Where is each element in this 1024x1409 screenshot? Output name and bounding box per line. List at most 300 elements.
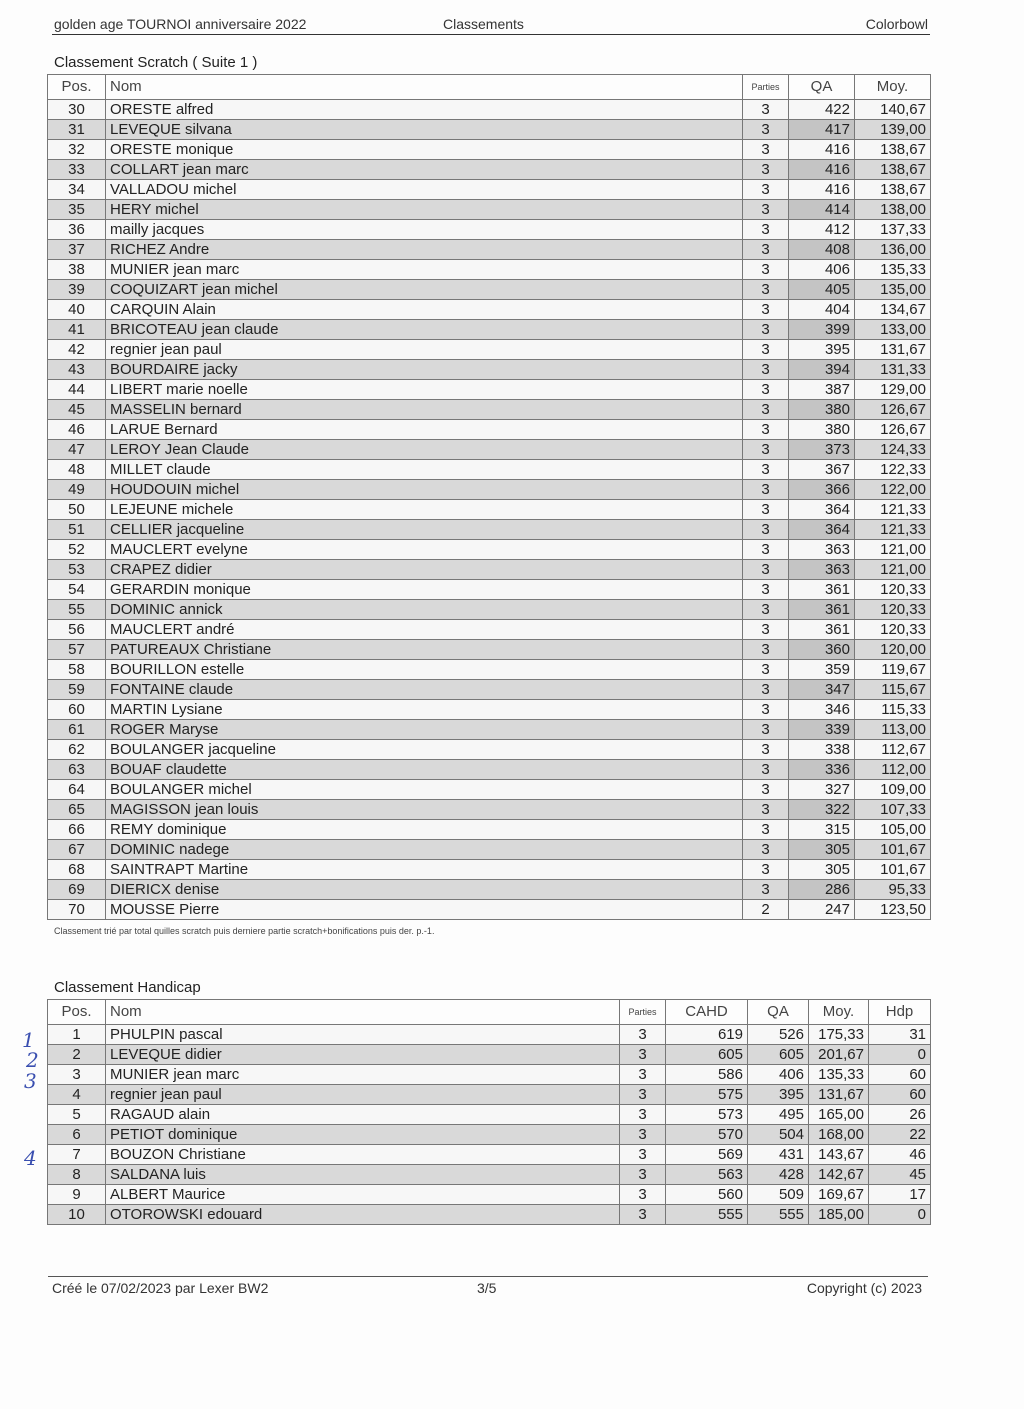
cell-parties: 3: [743, 120, 789, 140]
table-row: [48, 700, 931, 720]
cell-moy: 138,67: [855, 160, 931, 180]
cell-moy: 126,67: [855, 400, 931, 420]
table-row: [48, 1085, 931, 1105]
cell-parties: 3: [743, 740, 789, 760]
cell-name: PETIOT dominique: [106, 1125, 620, 1145]
cell-parties: 3: [620, 1085, 666, 1105]
handwritten-note-2: 2: [26, 1048, 39, 1072]
cell-name: LEJEUNE michele: [106, 500, 743, 520]
cell-moy: 135,33: [809, 1065, 869, 1085]
cell-name: ALBERT Maurice: [106, 1185, 620, 1205]
cell-name: DOMINIC annick: [106, 600, 743, 620]
cell-qa: 387: [789, 380, 855, 400]
cell-pos: 54: [48, 580, 106, 600]
cell-qa: 380: [789, 420, 855, 440]
table-row: [48, 340, 931, 360]
cell-name: FONTAINE claude: [106, 680, 743, 700]
table-row: [48, 140, 931, 160]
cell-parties: 3: [620, 1125, 666, 1145]
cell-moy: 165,00: [809, 1105, 869, 1125]
cell-parties: 3: [743, 880, 789, 900]
col-header-name: Nom: [106, 75, 743, 100]
cell-pos: 41: [48, 320, 106, 340]
cell-name: COQUIZART jean michel: [106, 280, 743, 300]
cell-name: MAGISSON jean louis: [106, 800, 743, 820]
cell-name: OTOROWSKI edouard: [106, 1205, 620, 1225]
cell-parties: 3: [743, 460, 789, 480]
handicap-header-row: [48, 1000, 931, 1025]
cell-moy: 139,00: [855, 120, 931, 140]
cell-qa: 416: [789, 180, 855, 200]
cell-parties: 3: [743, 100, 789, 120]
cell-cahd: 560: [666, 1185, 748, 1205]
table-row: [48, 1165, 931, 1185]
cell-pos: 49: [48, 480, 106, 500]
cell-qa: 408: [789, 240, 855, 260]
cell-moy: 131,67: [855, 340, 931, 360]
table-row: [48, 640, 931, 660]
table-row: [48, 480, 931, 500]
cell-moy: 140,67: [855, 100, 931, 120]
cell-name: BOUAF claudette: [106, 760, 743, 780]
cell-moy: 105,00: [855, 820, 931, 840]
cell-parties: 3: [620, 1205, 666, 1225]
table-row: [48, 560, 931, 580]
cell-parties: 3: [743, 500, 789, 520]
cell-name: CELLIER jacqueline: [106, 520, 743, 540]
cell-parties: 3: [743, 140, 789, 160]
table-row: [48, 740, 931, 760]
cell-name: LEROY Jean Claude: [106, 440, 743, 460]
cell-parties: 3: [743, 220, 789, 240]
cell-parties: 3: [743, 860, 789, 880]
cell-qa: 495: [748, 1105, 809, 1125]
scratch-header-row: [48, 75, 931, 100]
table-row: [48, 260, 931, 280]
cell-qa: 366: [789, 480, 855, 500]
table-row: [48, 160, 931, 180]
col-header-qa: QA: [789, 75, 855, 100]
cell-moy: 121,33: [855, 500, 931, 520]
cell-moy: 135,00: [855, 280, 931, 300]
table-row: [48, 1045, 931, 1065]
cell-pos: 58: [48, 660, 106, 680]
page-header: [52, 14, 930, 35]
col-header-moy: Moy.: [809, 1000, 869, 1025]
cell-pos: 39: [48, 280, 106, 300]
table-row: [48, 1205, 931, 1225]
cell-hdp: 26: [869, 1105, 931, 1125]
table-row: [48, 440, 931, 460]
cell-moy: 101,67: [855, 840, 931, 860]
cell-parties: 3: [743, 700, 789, 720]
cell-pos: 63: [48, 760, 106, 780]
cell-parties: 3: [743, 580, 789, 600]
cell-hdp: 31: [869, 1025, 931, 1045]
cell-pos: 2: [48, 1045, 106, 1065]
table-row: [48, 120, 931, 140]
cell-moy: 120,00: [855, 640, 931, 660]
cell-qa: 428: [748, 1165, 809, 1185]
cell-qa: 373: [789, 440, 855, 460]
cell-pos: 68: [48, 860, 106, 880]
cell-moy: 185,00: [809, 1205, 869, 1225]
cell-name: HERY michel: [106, 200, 743, 220]
table-row: [48, 1105, 931, 1125]
cell-moy: 124,33: [855, 440, 931, 460]
cell-moy: 95,33: [855, 880, 931, 900]
cell-parties: 3: [743, 520, 789, 540]
col-header-qa: QA: [748, 1000, 809, 1025]
table-row: [48, 1065, 931, 1085]
cell-name: LEVEQUE silvana: [106, 120, 743, 140]
scratch-footnote: Classement trié par total quilles scratch puis derniere partie scratch+bonifications puis der. p.-1.: [54, 926, 435, 936]
cell-name: BOULANGER jacqueline: [106, 740, 743, 760]
table-row: [48, 680, 931, 700]
cell-qa: 394: [789, 360, 855, 380]
table-row: [48, 420, 931, 440]
creation-info: Créé le 07/02/2023 par Lexer BW2: [52, 1280, 269, 1296]
cell-pos: 8: [48, 1165, 106, 1185]
cell-name: HOUDOUIN michel: [106, 480, 743, 500]
cell-name: SAINTRAPT Martine: [106, 860, 743, 880]
col-header-hdp: Hdp: [869, 1000, 931, 1025]
cell-name: BOURDAIRE jacky: [106, 360, 743, 380]
cell-parties: 3: [743, 640, 789, 660]
cell-moy: 169,67: [809, 1185, 869, 1205]
cell-qa: 504: [748, 1125, 809, 1145]
cell-name: LIBERT marie noelle: [106, 380, 743, 400]
cell-pos: 48: [48, 460, 106, 480]
cell-pos: 55: [48, 600, 106, 620]
cell-name: MAUCLERT andré: [106, 620, 743, 640]
cell-qa: 399: [789, 320, 855, 340]
cell-parties: 3: [743, 240, 789, 260]
cell-name: BOUZON Christiane: [106, 1145, 620, 1165]
cell-qa: 361: [789, 600, 855, 620]
cell-pos: 38: [48, 260, 106, 280]
cell-qa: 305: [789, 860, 855, 880]
cell-pos: 33: [48, 160, 106, 180]
cell-name: BOULANGER michel: [106, 780, 743, 800]
cell-pos: 61: [48, 720, 106, 740]
cell-parties: 3: [743, 600, 789, 620]
cell-name: VALLADOU michel: [106, 180, 743, 200]
table-row: [48, 860, 931, 880]
copyright: Copyright (c) 2023: [806, 1280, 922, 1296]
table-row: [48, 1025, 931, 1045]
handicap-section-title: Classement Handicap: [54, 979, 201, 996]
cell-name: ORESTE alfred: [106, 100, 743, 120]
cell-pos: 65: [48, 800, 106, 820]
cell-qa: 315: [789, 820, 855, 840]
table-row: [48, 600, 931, 620]
cell-moy: 135,33: [855, 260, 931, 280]
header-venue: Colorbowl: [865, 16, 928, 32]
cell-qa: 322: [789, 800, 855, 820]
cell-moy: 129,00: [855, 380, 931, 400]
table-row: [48, 780, 931, 800]
cell-parties: 3: [743, 440, 789, 460]
cell-pos: 60: [48, 700, 106, 720]
cell-moy: 201,67: [809, 1045, 869, 1065]
cell-parties: 3: [743, 160, 789, 180]
cell-cahd: 563: [666, 1165, 748, 1185]
cell-moy: 138,67: [855, 180, 931, 200]
cell-parties: 3: [743, 260, 789, 280]
cell-hdp: 17: [869, 1185, 931, 1205]
table-row: [48, 320, 931, 340]
cell-moy: 175,33: [809, 1025, 869, 1045]
cell-parties: 3: [743, 340, 789, 360]
cell-pos: 52: [48, 540, 106, 560]
col-header-name: Nom: [106, 1000, 620, 1025]
cell-qa: 363: [789, 560, 855, 580]
cell-hdp: 45: [869, 1165, 931, 1185]
cell-cahd: 619: [666, 1025, 748, 1045]
table-row: [48, 360, 931, 380]
cell-name: COLLART jean marc: [106, 160, 743, 180]
cell-pos: 50: [48, 500, 106, 520]
cell-moy: 136,00: [855, 240, 931, 260]
cell-moy: 134,67: [855, 300, 931, 320]
cell-name: CRAPEZ didier: [106, 560, 743, 580]
cell-name: BRICOTEAU jean claude: [106, 320, 743, 340]
cell-pos: 59: [48, 680, 106, 700]
cell-moy: 120,33: [855, 580, 931, 600]
cell-pos: 66: [48, 820, 106, 840]
cell-cahd: 575: [666, 1085, 748, 1105]
cell-parties: 3: [743, 180, 789, 200]
cell-parties: 3: [743, 280, 789, 300]
cell-name: ROGER Maryse: [106, 720, 743, 740]
scratch-ranking-table: [47, 74, 931, 920]
cell-cahd: 573: [666, 1105, 748, 1125]
cell-parties: 3: [620, 1145, 666, 1165]
cell-pos: 30: [48, 100, 106, 120]
cell-pos: 56: [48, 620, 106, 640]
cell-qa: 364: [789, 520, 855, 540]
table-row: [48, 1145, 931, 1165]
cell-pos: 67: [48, 840, 106, 860]
cell-moy: 121,33: [855, 520, 931, 540]
cell-moy: 109,00: [855, 780, 931, 800]
cell-hdp: 0: [869, 1045, 931, 1065]
cell-name: RAGAUD alain: [106, 1105, 620, 1125]
cell-qa: 605: [748, 1045, 809, 1065]
cell-pos: 43: [48, 360, 106, 380]
cell-pos: 51: [48, 520, 106, 540]
cell-pos: 45: [48, 400, 106, 420]
cell-pos: 44: [48, 380, 106, 400]
cell-pos: 62: [48, 740, 106, 760]
cell-name: MASSELIN bernard: [106, 400, 743, 420]
table-row: [48, 580, 931, 600]
cell-parties: 2: [743, 900, 789, 920]
handwritten-note-4: 4: [24, 1146, 37, 1170]
handicap-ranking-table: [47, 999, 931, 1225]
cell-qa: 380: [789, 400, 855, 420]
cell-name: mailly jacques: [106, 220, 743, 240]
cell-name: MILLET claude: [106, 460, 743, 480]
col-header-cahd: CAHD: [666, 1000, 748, 1025]
cell-hdp: 46: [869, 1145, 931, 1165]
cell-parties: 3: [743, 540, 789, 560]
table-row: [48, 240, 931, 260]
table-row: [48, 820, 931, 840]
cell-qa: 305: [789, 840, 855, 860]
cell-moy: 121,00: [855, 560, 931, 580]
cell-name: CARQUIN Alain: [106, 300, 743, 320]
cell-qa: 414: [789, 200, 855, 220]
cell-name: SALDANA luis: [106, 1165, 620, 1185]
cell-moy: 112,00: [855, 760, 931, 780]
cell-cahd: 605: [666, 1045, 748, 1065]
cell-name: PATUREAUX Christiane: [106, 640, 743, 660]
cell-name: LEVEQUE didier: [106, 1045, 620, 1065]
cell-qa: 363: [789, 540, 855, 560]
table-row: [48, 220, 931, 240]
cell-pos: 6: [48, 1125, 106, 1145]
cell-moy: 115,33: [855, 700, 931, 720]
cell-qa: 431: [748, 1145, 809, 1165]
table-row: [48, 460, 931, 480]
table-row: [48, 380, 931, 400]
cell-name: DIERICX denise: [106, 880, 743, 900]
table-row: [48, 660, 931, 680]
cell-name: GERARDIN monique: [106, 580, 743, 600]
col-header-parties: Parties: [743, 75, 789, 100]
cell-parties: 3: [743, 300, 789, 320]
cell-name: REMY dominique: [106, 820, 743, 840]
scratch-section-title: Classement Scratch ( Suite 1 ): [54, 54, 258, 71]
col-header-pos: Pos.: [48, 1000, 106, 1025]
cell-parties: 3: [743, 680, 789, 700]
cell-qa: 406: [748, 1065, 809, 1085]
cell-qa: 416: [789, 160, 855, 180]
cell-qa: 361: [789, 620, 855, 640]
cell-moy: 131,67: [809, 1085, 869, 1105]
cell-qa: 360: [789, 640, 855, 660]
cell-qa: 412: [789, 220, 855, 240]
cell-qa: 247: [789, 900, 855, 920]
table-row: [48, 620, 931, 640]
cell-cahd: 555: [666, 1205, 748, 1225]
cell-name: DOMINIC nadege: [106, 840, 743, 860]
cell-qa: 416: [789, 140, 855, 160]
cell-pos: 40: [48, 300, 106, 320]
cell-parties: 3: [620, 1025, 666, 1045]
cell-moy: 113,00: [855, 720, 931, 740]
cell-moy: 101,67: [855, 860, 931, 880]
cell-moy: 123,50: [855, 900, 931, 920]
cell-moy: 112,67: [855, 740, 931, 760]
cell-parties: 3: [743, 720, 789, 740]
cell-qa: 347: [789, 680, 855, 700]
cell-pos: 32: [48, 140, 106, 160]
cell-qa: 359: [789, 660, 855, 680]
cell-parties: 3: [743, 320, 789, 340]
cell-parties: 3: [743, 400, 789, 420]
cell-parties: 3: [620, 1065, 666, 1085]
cell-pos: 64: [48, 780, 106, 800]
cell-qa: 364: [789, 500, 855, 520]
cell-qa: 509: [748, 1185, 809, 1205]
page-number: 3/5: [477, 1280, 497, 1296]
table-row: [48, 880, 931, 900]
table-row: [48, 280, 931, 300]
cell-qa: 346: [789, 700, 855, 720]
cell-pos: 7: [48, 1145, 106, 1165]
page-footer: [48, 1276, 928, 1297]
table-row: [48, 1125, 931, 1145]
cell-pos: 37: [48, 240, 106, 260]
cell-parties: 3: [620, 1185, 666, 1205]
table-row: [48, 900, 931, 920]
cell-parties: 3: [743, 780, 789, 800]
cell-moy: 120,33: [855, 620, 931, 640]
header-section-name: Classements: [443, 16, 524, 32]
col-header-moy: Moy.: [855, 75, 931, 100]
cell-pos: 69: [48, 880, 106, 900]
cell-moy: 115,67: [855, 680, 931, 700]
table-row: [48, 760, 931, 780]
cell-qa: 336: [789, 760, 855, 780]
cell-parties: 3: [620, 1045, 666, 1065]
cell-name: ORESTE monique: [106, 140, 743, 160]
cell-moy: 137,33: [855, 220, 931, 240]
cell-pos: 3: [48, 1065, 106, 1085]
cell-pos: 1: [48, 1025, 106, 1045]
table-row: [48, 1185, 931, 1205]
table-row: [48, 520, 931, 540]
cell-qa: 338: [789, 740, 855, 760]
cell-moy: 168,00: [809, 1125, 869, 1145]
cell-qa: 327: [789, 780, 855, 800]
col-header-parties: Parties: [620, 1000, 666, 1025]
cell-pos: 4: [48, 1085, 106, 1105]
handwritten-note-1: 1: [22, 1028, 35, 1052]
cell-name: MUNIER jean marc: [106, 1065, 620, 1085]
cell-pos: 36: [48, 220, 106, 240]
cell-pos: 53: [48, 560, 106, 580]
cell-qa: 361: [789, 580, 855, 600]
cell-parties: 3: [743, 620, 789, 640]
cell-moy: 122,33: [855, 460, 931, 480]
cell-pos: 10: [48, 1205, 106, 1225]
cell-moy: 138,67: [855, 140, 931, 160]
cell-qa: 555: [748, 1205, 809, 1225]
cell-pos: 42: [48, 340, 106, 360]
cell-hdp: 60: [869, 1065, 931, 1085]
cell-qa: 367: [789, 460, 855, 480]
cell-pos: 35: [48, 200, 106, 220]
cell-pos: 5: [48, 1105, 106, 1125]
cell-moy: 126,67: [855, 420, 931, 440]
table-row: [48, 100, 931, 120]
cell-parties: 3: [743, 200, 789, 220]
cell-name: MOUSSE Pierre: [106, 900, 743, 920]
cell-parties: 3: [743, 480, 789, 500]
cell-parties: 3: [743, 820, 789, 840]
cell-moy: 122,00: [855, 480, 931, 500]
cell-parties: 3: [743, 760, 789, 780]
cell-parties: 3: [743, 560, 789, 580]
cell-qa: 339: [789, 720, 855, 740]
table-row: [48, 800, 931, 820]
cell-qa: 526: [748, 1025, 809, 1045]
table-row: [48, 720, 931, 740]
